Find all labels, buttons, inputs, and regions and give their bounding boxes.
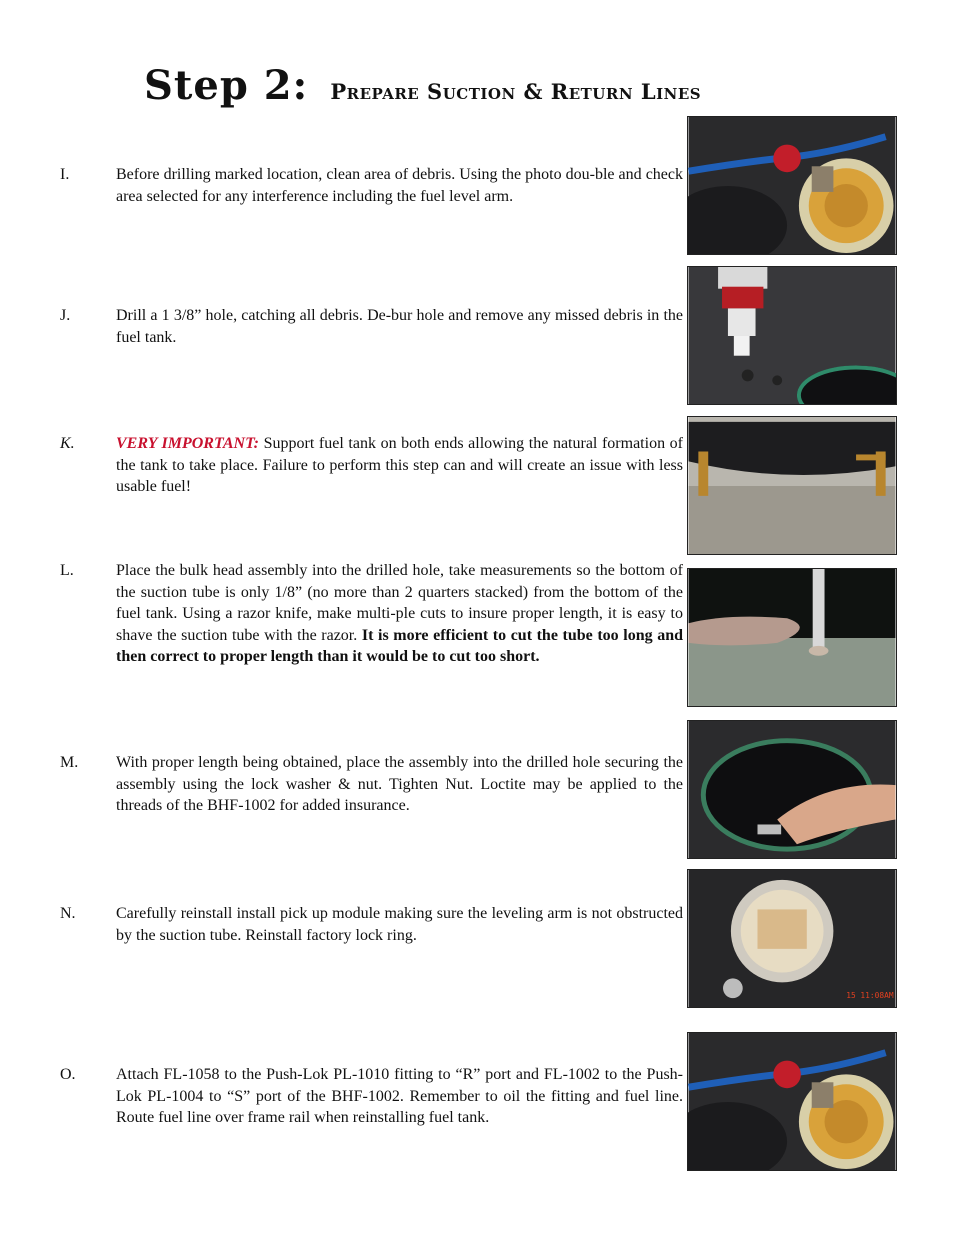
- step-text: [116, 560, 683, 668]
- page-title: [144, 62, 701, 109]
- step-text: With proper length being obtained, place the assembly into the drilled hole securing the assembly using the lock washer & nut. Tighten Nut. Loctite may be applied to the threads of the BHF-1002 for added insurance.: [116, 754, 683, 814]
- suction-tube-photo: [688, 569, 896, 706]
- step-letter: I.: [60, 166, 70, 183]
- step-bold-note: It is more efficient to cut the tube too long and then correct to proper length than it would be to cut too short.: [116, 626, 683, 665]
- photo-timestamp: 15 11:08AM: [846, 991, 894, 1001]
- very-important-label: VERY IMPORTANT:: [116, 435, 260, 452]
- photo-step-j: [687, 266, 897, 405]
- photo-step-l: [687, 568, 897, 707]
- step-letter: M.: [60, 754, 79, 771]
- step-label: Step 2:: [144, 62, 309, 109]
- step-text: Carefully reinstall install pick up module making sure the leveling arm is not obstructed by the suction tube. Reinstall factory lock ring.: [116, 905, 683, 944]
- step-letter: N.: [60, 905, 76, 922]
- step-letter: L.: [60, 562, 74, 579]
- step-text: [116, 433, 683, 498]
- step-title: Prepare Suction & Return Lines: [330, 79, 702, 104]
- fuel-tank-photo: [688, 117, 896, 254]
- step-letter: J.: [60, 307, 71, 324]
- step-letter: O.: [60, 1066, 76, 1083]
- tank-support-photo: [688, 417, 896, 554]
- step-body: Place the bulk head assembly into the drilled hole, take measurements so the bottom of the suction tube is only 1/8” (no more than 2 quarters stacked) from the bottom of the fuel tank. Using a razor knife, make multi-ple cuts to insure proper length, it is easy to shave the suction tube with the razor.: [116, 562, 683, 644]
- step-text: Before drilling marked location, clean area of debris. Using the photo dou-ble and check area selected for any interference including the fuel level arm.: [116, 166, 683, 205]
- photo-step-m: [687, 720, 897, 859]
- photo-step-k: [687, 416, 897, 555]
- photo-step-i: [687, 116, 897, 255]
- pickup-module-photo: [688, 870, 896, 1007]
- fuel-line-photo: [688, 1033, 896, 1170]
- photo-step-n: [687, 869, 897, 1008]
- assembly-install-photo: [688, 721, 896, 858]
- step-letter: K.: [60, 435, 75, 452]
- drill-photo: [688, 267, 896, 404]
- step-text: Attach FL-1058 to the Push-Lok PL-1010 fitting to “R” port and FL-1002 to the Push-Lok PL-1004 to “S” port of the BHF-1002. Remember to oil the fitting and fuel line. Route fuel line over frame rail when reinstalling fuel tank.: [116, 1066, 683, 1126]
- photo-step-o: [687, 1032, 897, 1171]
- step-body: Support fuel tank on both ends allowing the natural formation of the tank to take place. Failure to perform this step can and will create an issue with less usable fuel!: [116, 435, 684, 495]
- step-text: Drill a 1 3/8” hole, catching all debris. De-bur hole and remove any missed debris in the fuel tank.: [116, 307, 683, 346]
